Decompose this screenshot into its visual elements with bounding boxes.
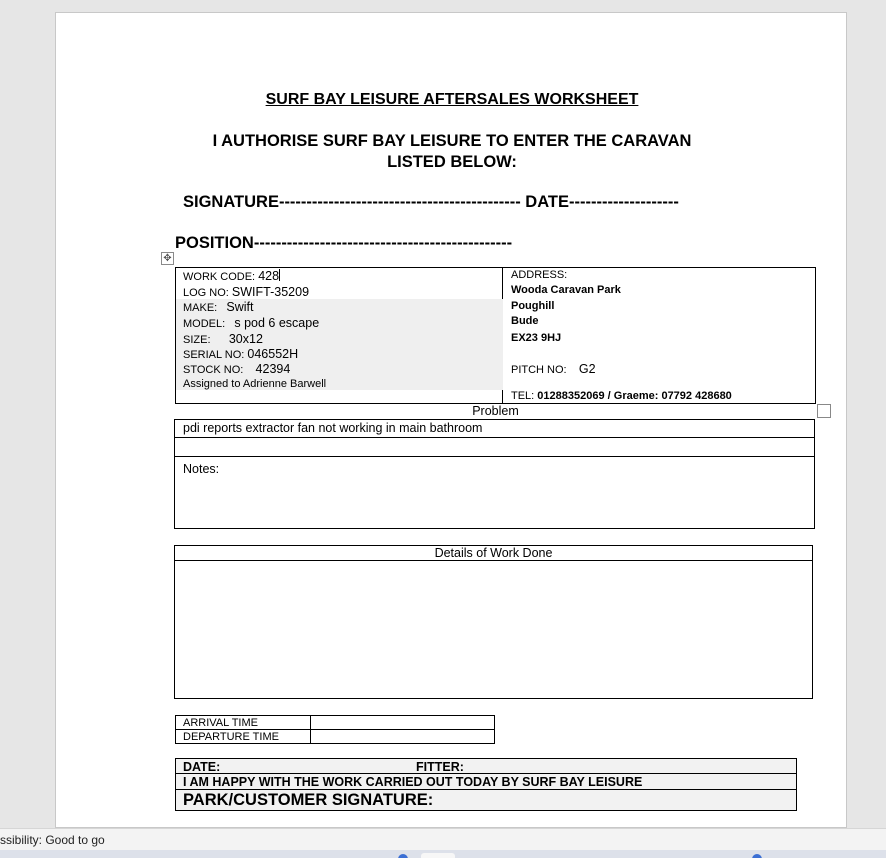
serial-value[interactable]: 046552H	[247, 347, 299, 361]
address-line-1: Wooda Caravan Park	[511, 284, 621, 296]
log-no-label: LOG NO:	[183, 287, 229, 299]
date-label: DATE:	[183, 760, 221, 774]
authorise-line-1: I AUTHORISE SURF BAY LEISURE TO ENTER THE CARAVAN	[212, 132, 692, 150]
times-table[interactable]	[175, 715, 495, 744]
taskbar-active-indicator-icon[interactable]	[421, 853, 455, 858]
problem-label: Problem	[472, 404, 519, 418]
stock-value[interactable]: 42394	[255, 362, 291, 376]
tel-value: 01288352069 / Graeme: 07792 428680	[537, 390, 732, 402]
make-label: MAKE:	[183, 302, 218, 314]
table-move-handle-icon[interactable]: ✥	[161, 252, 174, 265]
make-row	[183, 300, 254, 314]
make-value[interactable]: Swift	[226, 300, 254, 314]
size-row	[183, 332, 263, 346]
customer-signature-label: PARK/CUSTOMER SIGNATURE:	[183, 791, 434, 809]
log-no-row	[183, 285, 309, 299]
problem-text[interactable]: pdi reports extractor fan not working in main bathroom	[183, 421, 483, 435]
address-line-2: Poughill	[511, 300, 555, 312]
log-no-value[interactable]: SWIFT-35209	[231, 285, 310, 299]
size-label: SIZE:	[183, 334, 211, 346]
pitch-row	[511, 362, 596, 376]
pitch-value[interactable]: G2	[578, 362, 596, 376]
taskbar-app-icon[interactable]	[398, 854, 408, 858]
assigned-row: Assigned to Adrienne Barwell	[183, 378, 327, 390]
signature-date-line: SIGNATURE-------------------------------------------- DATE--------------------	[183, 193, 679, 211]
size-value[interactable]: 30x12	[228, 332, 263, 346]
work-done-table[interactable]	[174, 545, 813, 699]
model-value[interactable]: s pod 6 escape	[234, 316, 320, 330]
work-code-row	[183, 269, 280, 283]
worksheet-title: SURF BAY LEISURE AFTERSALES WORKSHEET	[265, 91, 639, 108]
tel-label: TEL:	[511, 390, 535, 402]
work-code-value[interactable]: 428	[258, 269, 280, 283]
arrival-time-label: ARRIVAL TIME	[183, 717, 258, 729]
model-label: MODEL:	[183, 318, 226, 330]
stock-row	[183, 362, 290, 376]
table-resize-handle-icon[interactable]	[817, 404, 831, 418]
taskbar-strip	[0, 850, 886, 858]
work-code-label: WORK CODE:	[183, 271, 256, 283]
authorise-statement	[56, 131, 848, 173]
authorise-line-2: LISTED BELOW:	[387, 153, 517, 171]
stock-label: STOCK NO:	[183, 364, 244, 376]
fitter-label: FITTER:	[416, 760, 464, 774]
pitch-label: PITCH NO:	[511, 364, 567, 376]
address-postcode: EX23 9HJ	[511, 332, 562, 344]
status-bar	[0, 828, 886, 850]
taskbar-tray-icon[interactable]	[752, 854, 762, 858]
work-done-header: Details of Work Done	[175, 546, 812, 561]
problem-table[interactable]	[174, 419, 815, 529]
signoff-table[interactable]	[175, 758, 797, 811]
serial-label: SERIAL NO:	[183, 349, 245, 361]
serial-row	[183, 347, 298, 361]
position-line: POSITION-----------------------------------------------	[175, 234, 513, 252]
notes-label: Notes:	[183, 462, 220, 476]
accessibility-status[interactable]: ssibility: Good to go	[0, 833, 105, 847]
happy-statement: I AM HAPPY WITH THE WORK CARRIED OUT TODAY BY SURF BAY LEISURE	[183, 775, 643, 789]
model-row	[183, 316, 319, 330]
problem-row[interactable]	[175, 420, 814, 438]
times-column-divider	[310, 716, 311, 743]
tel-row	[511, 390, 732, 402]
address-label: ADDRESS:	[511, 269, 568, 281]
date-fitter-row[interactable]	[176, 759, 796, 774]
text-cursor	[279, 269, 280, 281]
address-line-3: Bude	[511, 315, 539, 327]
departure-time-label: DEPARTURE TIME	[183, 731, 279, 743]
problem-blank-row[interactable]	[175, 438, 814, 457]
document-page[interactable]	[55, 12, 847, 828]
job-info-table[interactable]	[175, 267, 816, 404]
job-details-cell[interactable]	[176, 268, 503, 403]
